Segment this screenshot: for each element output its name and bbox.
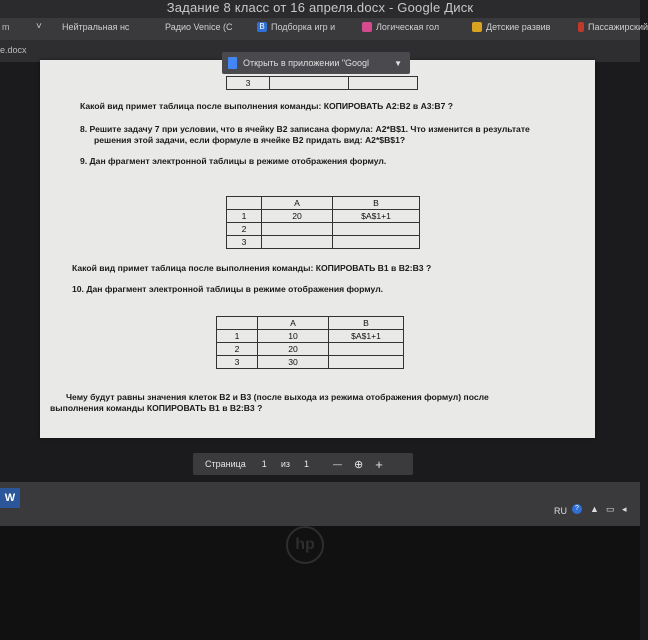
bookmarks-bar: [0, 18, 648, 40]
q8-line-1: 8. Решите задачу 7 при условии, что в ячейку В2 записана формула: А2*В$1. Что изменится в результате: [80, 124, 530, 134]
chevron-icon[interactable]: ˅: [36, 21, 42, 32]
puzzle-icon: [362, 22, 372, 32]
total-pages: 1: [303, 459, 309, 469]
table-cell: A: [258, 317, 329, 330]
table-cell: [329, 343, 404, 356]
q9-text: 9. Дан фрагмент электронной таблицы в режиме отображения формул.: [80, 156, 387, 166]
table-row: [227, 197, 420, 210]
bookmark-item-4[interactable]: Детские развив: [472, 22, 550, 32]
top-table-fragment: [226, 76, 418, 90]
document-page: [40, 60, 595, 438]
q8-line-2: решения этой задачи, если формуле в ячейке В2 придать вид: А2*$В$1?: [94, 135, 406, 145]
table-cell: [262, 223, 333, 236]
bookmark-item-2[interactable]: B Подборка игр и: [257, 22, 335, 32]
table-row: [227, 223, 420, 236]
bookmark-item-1[interactable]: Радио Venice (С: [165, 22, 233, 32]
q10-text: 10. Дан фрагмент электронной таблицы в режиме отображения формул.: [72, 284, 384, 294]
table-cell: 1: [217, 330, 258, 343]
table-cell: [217, 317, 258, 330]
table-cell: [270, 77, 349, 90]
table-cell: B: [329, 317, 404, 330]
q10-tail-line-1: Чему будут равны значения клеток В2 и В3 (после выхода из режима отображения формул) после: [66, 392, 489, 402]
table-row: [217, 356, 404, 369]
page-viewer-toolbar: [193, 453, 413, 475]
apps-icon[interactable]: m: [2, 22, 10, 32]
help-icon[interactable]: ?: [572, 504, 582, 514]
table-cell: 2: [217, 343, 258, 356]
table-row: [227, 210, 420, 223]
window-title: Задание 8 класс от 16 апреля.docx - Google Диск: [166, 0, 474, 15]
table-cell: 3: [227, 236, 262, 249]
table-cell: $A$1+1: [329, 330, 404, 343]
bookmark-item-0[interactable]: Нейтральная нс: [62, 22, 130, 32]
hp-logo: hp: [286, 526, 324, 564]
table-cell: [333, 223, 420, 236]
table-row: [217, 343, 404, 356]
table-cell: [329, 356, 404, 369]
table-cell: 3: [217, 356, 258, 369]
table-cell: 10: [258, 330, 329, 343]
current-page-input[interactable]: 1: [261, 459, 267, 469]
table-cell: 30: [258, 356, 329, 369]
table-cell: [262, 236, 333, 249]
table-row: [217, 317, 404, 330]
dropdown-arrow-icon[interactable]: ▼: [394, 58, 402, 68]
q7-command-text: Какой вид примет таблица после выполнения команды: КОПИРОВАТЬ А2:В2 в А3:В7 ?: [80, 101, 454, 111]
page-icon: [578, 22, 584, 32]
q9-command-text: Какой вид примет таблица после выполнения команды: КОПИРОВАТЬ В1 в В2:В3 ?: [72, 263, 432, 273]
table-row: [217, 330, 404, 343]
page-label: Страница: [205, 459, 246, 469]
of-label: из: [280, 459, 290, 469]
docs-icon: [228, 57, 237, 69]
network-icon[interactable]: ▲: [590, 504, 599, 514]
word-app-icon[interactable]: W: [0, 488, 20, 508]
spreadsheet-table-10: [216, 316, 404, 369]
table-cell: $A$1+1: [333, 210, 420, 223]
q10-tail-line-2: выполнения команды КОПИРОВАТЬ В1 в В2:В3 ?: [50, 403, 263, 413]
bookmark-item-3[interactable]: Логическая гол: [362, 22, 439, 32]
table-cell: 2: [227, 223, 262, 236]
table-cell: 1: [227, 210, 262, 223]
tab-docx[interactable]: e.docx: [0, 45, 27, 55]
language-indicator[interactable]: RU: [554, 506, 567, 516]
table-cell: A: [262, 197, 333, 210]
taskbar: [0, 482, 640, 526]
table-cell: [333, 236, 420, 249]
table-cell: 20: [262, 210, 333, 223]
table-cell: [349, 77, 418, 90]
table-cell: 20: [258, 343, 329, 356]
table-row: [227, 236, 420, 249]
b-icon: B: [257, 22, 267, 32]
open-in-app-button[interactable]: Открыть в приложении "Googl ▼: [222, 52, 410, 74]
table-cell: 3: [227, 77, 270, 90]
volume-icon[interactable]: ◂: [622, 504, 627, 514]
table-cell: [227, 197, 262, 210]
spreadsheet-table-9: [226, 196, 420, 249]
bookmark-item-5[interactable]: Пассажирский: [578, 22, 648, 32]
table-cell: B: [333, 197, 420, 210]
zoom-in-button[interactable]: +: [375, 456, 383, 472]
puzzle-icon: [472, 22, 482, 32]
zoom-icon[interactable]: ⊕: [353, 458, 364, 471]
display-icon[interactable]: ▭: [606, 504, 615, 514]
zoom-out-button[interactable]: —: [332, 459, 342, 469]
